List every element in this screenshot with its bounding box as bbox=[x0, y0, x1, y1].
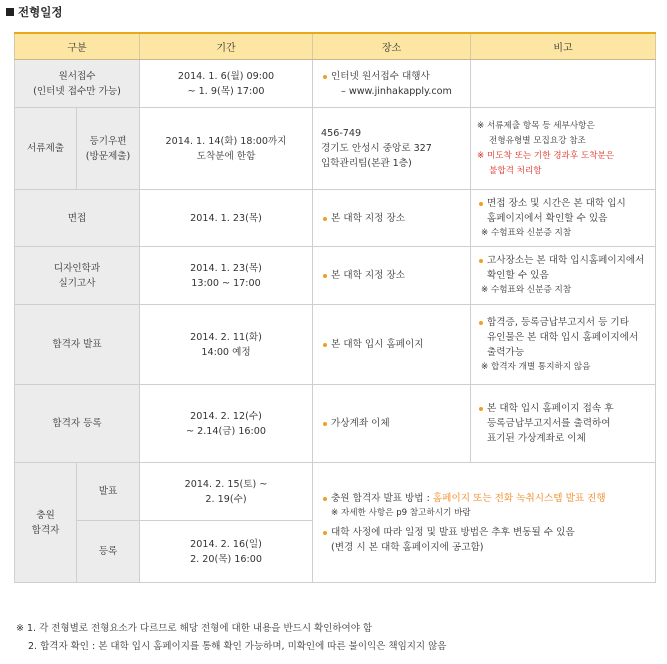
period-cell: 2014. 1. 23(목) bbox=[140, 190, 313, 247]
footnote-2: 2. 합격자 확인 : 본 대학 입시 홈페이지를 통해 확인 가능하며, 미확인에 따른 불이익은 책임지지 않음 bbox=[28, 641, 447, 652]
note-cell bbox=[471, 60, 656, 108]
square-bullet-icon bbox=[6, 8, 14, 16]
period-cell: 2014. 2. 16(일) 2. 20(목) 16:00 bbox=[140, 521, 313, 583]
place-cell: 본 대학 지정 장소 bbox=[313, 190, 471, 247]
period-cell: 2014. 1. 14(화) 18:00까지 도착분에 한함 bbox=[140, 108, 313, 190]
place-cell: 456-749 경기도 안성시 중앙로 327 입학관리팀(본관 1층) bbox=[313, 108, 471, 190]
note-cell: 합격증, 등록금납부고지서 등 기타 유인물은 본 대학 입시 홈페이지에서 출력가능 ※ 합격자 개별 통지하지 않음 bbox=[471, 305, 656, 385]
header-period: 기간 bbox=[140, 33, 313, 60]
section-title-text: 전형일정 bbox=[18, 5, 63, 19]
row-group-label: 충원 합격자 bbox=[15, 463, 77, 583]
note-cell: 고사장소는 본 대학 입시홈페이지에서 확인할 수 있음 ※ 수험표와 신분증 지참 bbox=[471, 247, 656, 305]
row-label: 합격자 등록 bbox=[15, 385, 140, 463]
place-cell: 가상계좌 이체 bbox=[313, 385, 471, 463]
row-group-label: 서류제출 bbox=[15, 108, 77, 190]
table-row bbox=[15, 190, 656, 247]
period-cell: 2014. 2. 12(수) ~ 2.14(금) 16:00 bbox=[140, 385, 313, 463]
row-label: 원서접수 (인터넷 접수만 가능) bbox=[15, 60, 140, 108]
footnote-1: ※ 1. 각 전형별로 전형요소가 다르므로 해당 전형에 대한 내용을 반드시 확인하여야 함 bbox=[16, 623, 373, 634]
header-category: 구분 bbox=[15, 33, 140, 60]
note-cell: 본 대학 입시 홈페이지 접속 후 등록금납부고지서를 출력하여 표기된 가상계좌로 이체 bbox=[471, 385, 656, 463]
schedule-table bbox=[14, 32, 656, 583]
place-cell: 인터넷 원서접수 대행사 – www.jinhakapply.com bbox=[313, 60, 471, 108]
table-row bbox=[15, 60, 656, 108]
row-sub-label: 발표 bbox=[77, 463, 140, 521]
note-cell: ※ 서류제출 항목 등 세부사항은 전형유형별 모집요강 참조 ※ 미도착 또는 기한 경과후 도착분은 불합격 처리함 bbox=[471, 108, 656, 190]
place-cell: 본 대학 지정 장소 bbox=[313, 247, 471, 305]
row-label: 디자인학과 실기고사 bbox=[15, 247, 140, 305]
period-cell: 2014. 2. 15(토) ~ 2. 19(수) bbox=[140, 463, 313, 521]
table-row bbox=[15, 305, 656, 385]
header-row bbox=[15, 33, 656, 60]
table-row bbox=[15, 108, 656, 190]
row-sub-label: 등록 bbox=[77, 521, 140, 583]
place-cell: 본 대학 입시 홈페이지 bbox=[313, 305, 471, 385]
header-place: 장소 bbox=[313, 33, 471, 60]
row-label: 합격자 발표 bbox=[15, 305, 140, 385]
period-cell: 2014. 1. 6(월) 09:00 ~ 1. 9(목) 17:00 bbox=[140, 60, 313, 108]
period-cell: 2014. 2. 11(화) 14:00 예정 bbox=[140, 305, 313, 385]
table-row bbox=[15, 463, 656, 521]
table-row bbox=[15, 247, 656, 305]
row-label: 면접 bbox=[15, 190, 140, 247]
footnotes bbox=[16, 620, 447, 656]
table-row bbox=[15, 385, 656, 463]
section-title bbox=[6, 4, 62, 20]
row-sub-label: 등기우편 (방문제출) bbox=[77, 108, 140, 190]
period-cell: 2014. 1. 23(목) 13:00 ~ 17:00 bbox=[140, 247, 313, 305]
header-note: 비고 bbox=[471, 33, 656, 60]
note-cell: 면접 장소 및 시간은 본 대학 입시 홈페이지에서 확인할 수 있음 ※ 수험표와 신분증 지참 bbox=[471, 190, 656, 247]
note-cell-merged: 충원 합격자 발표 방법 : 홈페이지 또는 전화 녹취시스템 발표 진행 ※ 자세한 사항은 p9 참고하시기 바람 대학 사정에 따라 일정 및 발표 방법은 추후 변동될 수 있음 (변경 시 본 대학 홈페이지에 공고함) bbox=[313, 463, 656, 583]
